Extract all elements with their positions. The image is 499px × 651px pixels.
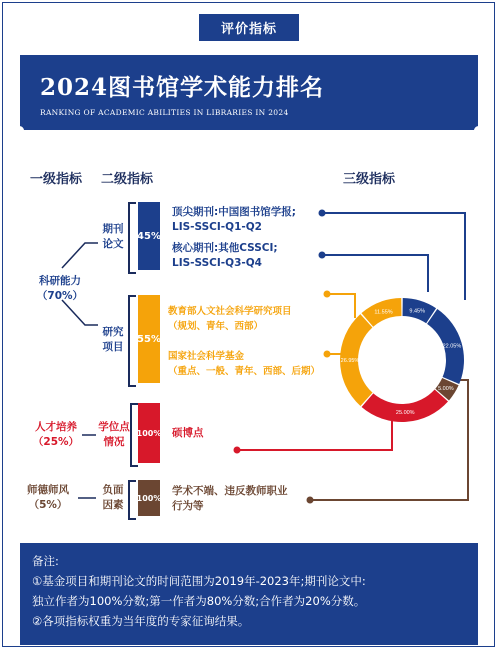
research-weight: （70%）	[36, 290, 84, 302]
projects-line1: 研究	[102, 326, 124, 338]
core-journal-line2: LIS-SSCI-Q3-Q4	[172, 257, 262, 269]
donut-label-4: 26.95%	[340, 358, 360, 365]
bar-degree: 100%	[138, 403, 160, 463]
donut-label-1: 22.05%	[442, 343, 462, 350]
bar-negative: 100%	[138, 480, 160, 516]
bar-papers: 45%	[138, 202, 160, 270]
neg-line2: 行为等	[172, 500, 204, 512]
nssf-line1: 国家社会科学基金	[168, 351, 245, 362]
nssf-line2: （重点、一般、青年、西部、后期）	[168, 366, 321, 377]
papers-line1: 期刊	[102, 223, 124, 235]
top-journal-line2: LIS-SSCI-Q1-Q2	[172, 221, 262, 233]
notes-line3: ②各项指标权重为当年度的专家征询结果。	[32, 614, 250, 628]
research-name: 科研能力	[39, 275, 81, 287]
ethics-weight: （5%）	[28, 499, 68, 511]
moe-project-line2: （规划、青年、西部）	[168, 321, 264, 332]
top-journal-line1: 顶尖期刊:中国图书馆学报;	[172, 206, 296, 218]
negative-line2: 因素	[102, 499, 124, 511]
neg-line1: 学术不端、违反教师职业	[172, 485, 288, 497]
notes-box	[20, 543, 478, 645]
ethics-name: 师德师风	[27, 484, 69, 496]
notes-title: 备注:	[32, 554, 59, 568]
talent-weight: （25%）	[32, 436, 80, 448]
talent-name: 人才培养	[35, 421, 77, 433]
donut-label-5: 11.55%	[374, 309, 393, 316]
bar-projects: 55%	[138, 295, 160, 383]
degree-line1: 学位点	[98, 421, 130, 433]
projects-line2: 项目	[102, 341, 124, 353]
negative-line1: 负面	[102, 484, 124, 496]
level3-phd: 硕博点	[172, 427, 204, 439]
donut-label-2: 5.00%	[438, 385, 454, 392]
notes-line1: ①基金项目和期刊论文的时间范围为2019年-2023年;期刊论文中:	[32, 574, 366, 588]
notes-line2: 独立作者为100%分数;第一作者为80%分数;合作者为20%分数。	[32, 594, 366, 608]
donut-slice-3	[362, 389, 448, 422]
page-title: 2024图书馆学术能力排名	[40, 74, 325, 101]
degree-line2: 情况	[103, 436, 125, 448]
donut-label-3: 25.00%	[395, 409, 415, 416]
header-level3: 三级指标	[343, 172, 396, 187]
page-subtitle: RANKING OF ACADEMIC ABILITIES IN LIBRARIES IN 2024	[40, 108, 289, 117]
donut-label-0: 9.45%	[409, 308, 426, 315]
core-journal-line1: 核心期刊:其他CSSCI;	[172, 242, 278, 254]
section-tag: 评价指标	[199, 14, 299, 41]
header-level2: 二级指标	[101, 172, 154, 187]
papers-line2: 论文	[102, 238, 124, 250]
header-level1: 一级指标	[30, 172, 83, 187]
moe-project-line1: 教育部人文社会科学研究项目	[168, 306, 292, 317]
